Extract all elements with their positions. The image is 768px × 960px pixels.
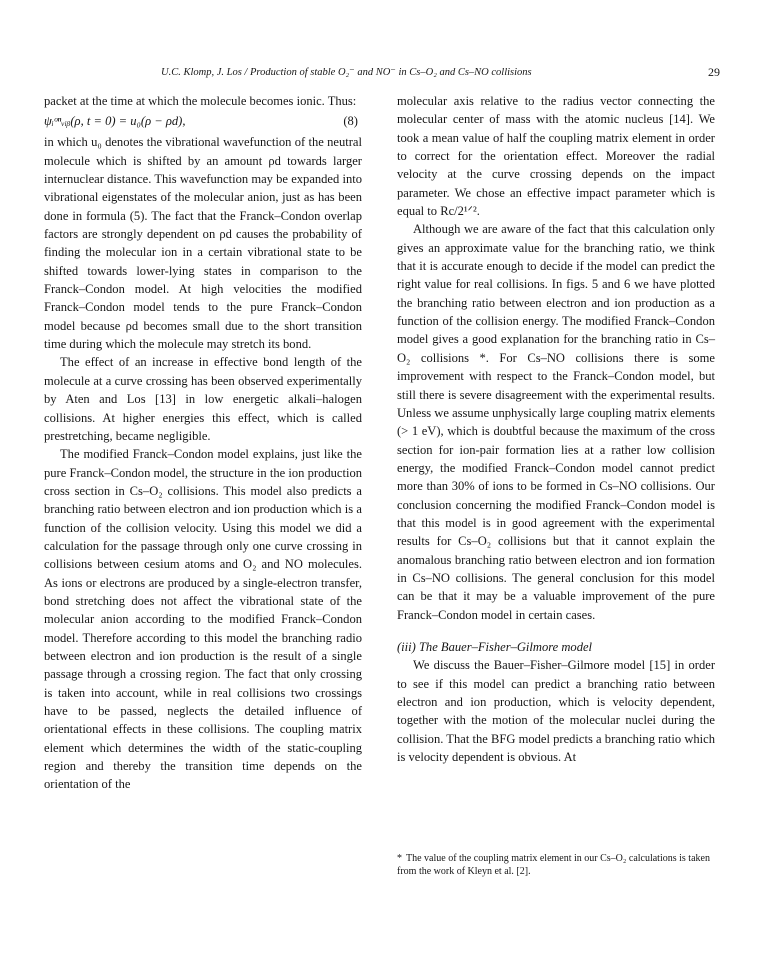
right-paragraph-2: Although we are aware of the fact that this calculation only gives an approximate value for the branching ratio, we think that it is accurate enough to decide if the model can predict the right value for real collisions. In figs. 5 and 6 we have plotted the branching ratio between electron and ion production as a function of the collision energy. The modified Franck–Condon model gives a good explanation for the branching ratio in Cs–O₂ collisions *. For Cs–NO collisions there is some improvement with respect to the Franck–Condon model, but still there is severe disagreement with the experimental results. Unless we assume unphysically large coupling matrix elements (> 1 eV), which is doubtful because the maximum of the cross section for ion-pair formation lies at a rather low collision energy, the modified Franck–Condon model cannot predict more than 30% of ions to be formed in Cs–NO collisions. Our conclusion concerning the modified Franck–Condon model is that this model is in good agreement with the experimental results for Cs–O₂ collisions but that it cannot explain the anomalous branching ratio between electron and ion formation in Cs–NO collisions. The general conclusion for this model can be that it may be a valuable improvement of the pure Franck–Condon model in certain cases. [397,222,715,622]
running-header [46,64,720,82]
left-column [44,92,362,794]
footnote [397,853,715,878]
footnote-marker: * [397,853,402,864]
section-heading: (iii) The Bauer–Fisher–Gilmore model [397,639,593,654]
footnote-text: The value of the coupling matrix element in our Cs–O₂ calculations is taken from the work of Kleyn et al. [2]. [397,853,710,877]
running-head-title: U.C. Klomp, J. Los / Production of stable O₂⁻ and NO⁻ in Cs–O₂ and Cs–NO collisions [161,67,532,78]
right-column [397,92,715,766]
left-paragraph-4: The modified Franck–Condon model explains, just like the pure Franck–Condon model, the structure in the ion production cross section in Cs–O₂ collisions. This model also predicts a branching ratio between electron and ion production which is a function of the collision velocity. Using this model we did a calculation for the passage through only one curve crossing in collisions between cesium atoms and O₂ and NO molecules. As ions or electrons are produced by a single-electron transfer, bond stretching does not affect the vibrational state of the molecular anion according to the modified Franck–Condon model. Therefore according to this model the branching radio between electron and ion production is the result of a single passage through a crossing region. The fact that only crossing is taken into account, while in real collisions two crossings have to be passed, neglects the detailed influence of orientational effects in these collisions. The coupling matrix element which determines the width of the static-coupling region and thereby the transition time depends on the orientation of the [44,447,362,792]
left-paragraph-1: packet at the time at which the molecule becomes ionic. Thus: [44,94,357,108]
left-paragraph-2: in which u₀ denotes the vibrational wavefunction of the neutral molecule which is shifted by an amount ρd towards larger internuclear distance. This wavefunction may be expanded into vibrational eigenstates of the molecular anion, just as has been done in formula (5). The fact that the Franck–Condon overlap factors are strongly dependent on ρd causes the probability of finding the molecular ion in a certain vibrational state to be shifted towards lower-lying states in comparison to the Franck–Condon model. At high velocities the modified Franck–Condon model tends to the pure Franck–Condon model because ρd becomes small due to the short transition time during which the molecule may stretch its bond. [44,135,362,352]
right-paragraph-3: We discuss the Bauer–Fisher–Gilmore model [15] in order to see if this model can predict a branching ratio between electron and ion production, which is velocity dependent, together with the motion of the molecular nuclei during the collision. That the BFG model predicts a branching ratio which is velocity dependent is obvious. At [397,658,715,765]
page-number: 29 [708,65,720,79]
equation-8 [44,112,362,132]
right-paragraph-1: molecular axis relative to the radius vector connecting the molecular center of mass with the atomic nucleus [14]. We took a mean value of half the coupling matrix element in order to correct for the orientation effect. Moreover the radial velocity at the curve crossing depends on the impact parameter. We chose an effective impact parameter which is equal to Rc/2¹ᐟ². [397,94,715,219]
left-paragraph-3: The effect of an increase in effective bond length of the molecule at a curve crossing has been observed experimentally by Aten and Los [13] in low energetic alkali–halogen collisions. At higher energies this effect, which is called prestretching, became negligible. [44,355,362,443]
equation-number: (8) [343,114,358,129]
equation-expression: ψᵢᵒⁿᵥᵢᵦ(ρ, t = 0) = u₀(ρ − ρd), [44,114,186,129]
